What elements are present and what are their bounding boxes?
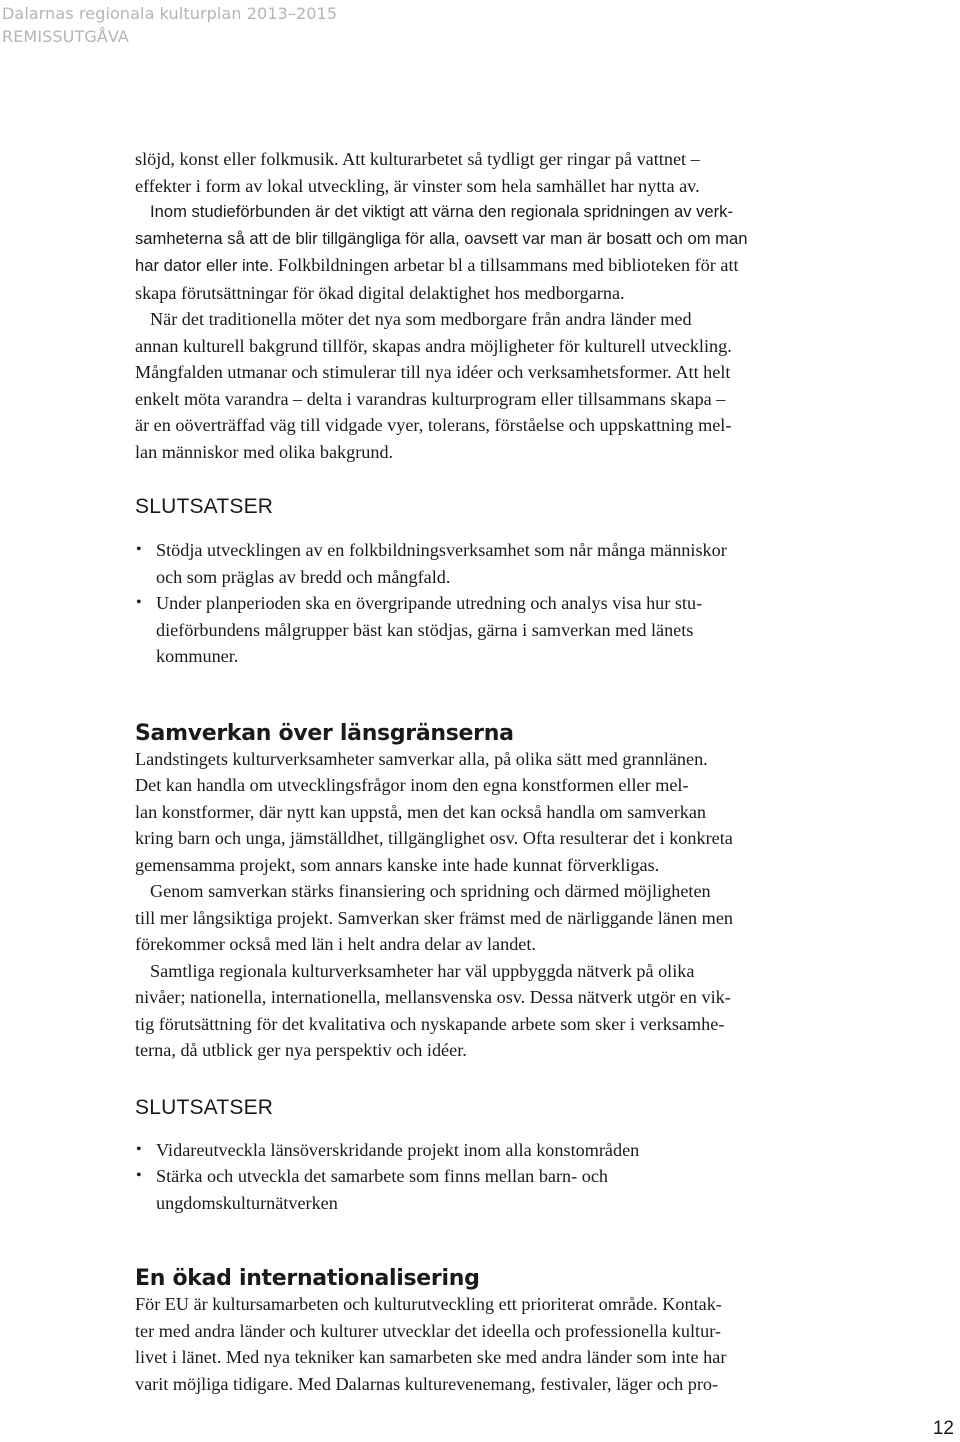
text-line: Vidareutveckla länsöverskridande projekt inom alla konstområden (156, 1139, 640, 1160)
page-number: 12 (932, 1418, 954, 1439)
text-line: dieförbundens målgrupper bäst kan stödjas, gärna i samverkan med länets (156, 619, 694, 640)
text-line: terna, då utblick ger nya perspektiv och idéer. (135, 1040, 467, 1060)
text-line: Under planperioden ska en övergripande utredning och analys visa hur stu- (156, 593, 703, 613)
text-line: Samtliga regionala kulturverksamheter har väl uppbyggda nätverk på olika (150, 960, 695, 981)
section-heading: Samverkan över länsgränserna (135, 720, 514, 746)
bullet-icon: • (136, 1140, 142, 1158)
text-line: tig förutsättning för det kvalitativa och nyskapande arbete som sker i verksamhe- (135, 1013, 725, 1034)
text-line: livet i länet. Med nya tekniker kan samarbeten ske med andra länder som inte har (135, 1347, 727, 1367)
text-line: till mer långsiktiga projekt. Samverkan sker främst med de närliggande länen men (135, 907, 733, 928)
text-line: lan människor med olika bakgrund. (135, 441, 394, 462)
bullet-icon: • (136, 594, 142, 611)
body-paragraph (135, 746, 835, 879)
text-line: ter med andra länder och kulturer utvecklar det ideella och professionella kultur- (135, 1320, 721, 1341)
slutsatser-list (135, 1137, 835, 1217)
text-line: kommuner. (156, 646, 239, 666)
text-line: Mångfalden utmanar och stimulerar till nya idéer och verksamhetsformer. Att helt (135, 362, 731, 382)
bullet-icon: • (136, 1167, 142, 1184)
page-content (135, 146, 835, 1397)
text-line: lan konstformer, där nytt kan uppstå, men det kan också handla om samverkan (135, 801, 707, 822)
text-line: och som präglas av bredd och mångfald. (156, 566, 451, 587)
section-heading: En ökad internationalisering (135, 1266, 480, 1291)
slutsatser-heading: SLUTSATSER (135, 1095, 274, 1119)
text-line (135, 252, 835, 280)
text-line: Stärka och utveckla det samarbete som finns mellan barn- och (156, 1166, 609, 1186)
document-edition: REMISSUTGÅVA (2, 27, 129, 46)
text-line: Det kan handla om utvecklingsfrågor inom den egna konstformen eller mel- (135, 775, 689, 795)
slutsatser-list (135, 537, 835, 670)
text-line: nivåer; nationella, internationella, mellansvenska osv. Dessa nätverk utgör en vik- (135, 987, 731, 1007)
bullet-icon: • (136, 541, 142, 558)
body-paragraph-3 (135, 306, 835, 465)
running-head (2, 2, 337, 48)
text-line: förekommer också med län i helt andra delar av landet. (135, 934, 536, 954)
text-line: ungdomskulturnätverken (156, 1192, 338, 1213)
text-line: När det traditionella möter det nya som medborgare från andra länder med (150, 309, 692, 329)
text-line: För EU är kultursamarbeten och kulturutveckling ett prioriterat område. Kontak- (135, 1294, 722, 1314)
text-line: enkelt möta varandra – delta i varandras kulturprogram eller tillsammans skapa – (135, 388, 726, 409)
list-item (135, 590, 835, 670)
text-line: effekter i form av lokal utveckling, är vinster som hela samhället har nytta av. (135, 175, 700, 196)
text-line: slöjd, konst eller folkmusik. Att kulturarbetet så tydligt ger ringar på vattnet – (135, 149, 700, 169)
list-item (135, 1137, 835, 1164)
document-title: Dalarnas regionala kulturplan 2013–2015 (2, 4, 338, 23)
body-paragraph (135, 958, 835, 1064)
text-fragment: Folkbildningen arbetar bl a tillsammans med biblioteken för att (273, 255, 739, 275)
text-fragment: har dator eller inte. (135, 256, 274, 275)
text-line: kring barn och unga, jämställdhet, tillgänglighet osv. Ofta resulterar det i konkreta (135, 828, 733, 848)
text-line: är en oöverträffad väg till vidgade vyer, tolerans, förståelse och uppskattning mel- (135, 415, 732, 435)
text-line: Stödja utvecklingen av en folkbildningsverksamhet som når många människor (156, 540, 727, 560)
text-line: gemensamma projekt, som annars kanske inte hade kunnat förverkligas. (135, 854, 660, 875)
body-paragraph-1 (135, 146, 835, 199)
list-item (135, 537, 835, 590)
text-line: Landstingets kulturverksamheter samverkar alla, på olika sätt med grannlänen. (135, 748, 708, 769)
text-line: Inom studieförbunden är det viktigt att värna den regionala spridningen av verk- (150, 202, 733, 221)
text-line: samheterna så att de blir tillgängliga för alla, oavsett var man är bosatt och om man (135, 228, 748, 248)
body-paragraph-2 (135, 199, 835, 306)
body-paragraph (135, 1291, 835, 1397)
text-line: varit möjliga tidigare. Med Dalarnas kulturevenemang, festivaler, läger och pro- (135, 1373, 719, 1394)
text-line: annan kulturell bakgrund tillför, skapas andra möjligheter för kulturell utveckling. (135, 335, 732, 356)
text-line: Genom samverkan stärks finansiering och spridning och därmed möjligheten (150, 881, 711, 901)
body-paragraph (135, 878, 835, 958)
list-item (135, 1163, 835, 1216)
slutsatser-heading: SLUTSATSER (135, 495, 274, 518)
text-line: skapa förutsättningar för ökad digital delaktighet hos medborgarna. (135, 282, 625, 303)
